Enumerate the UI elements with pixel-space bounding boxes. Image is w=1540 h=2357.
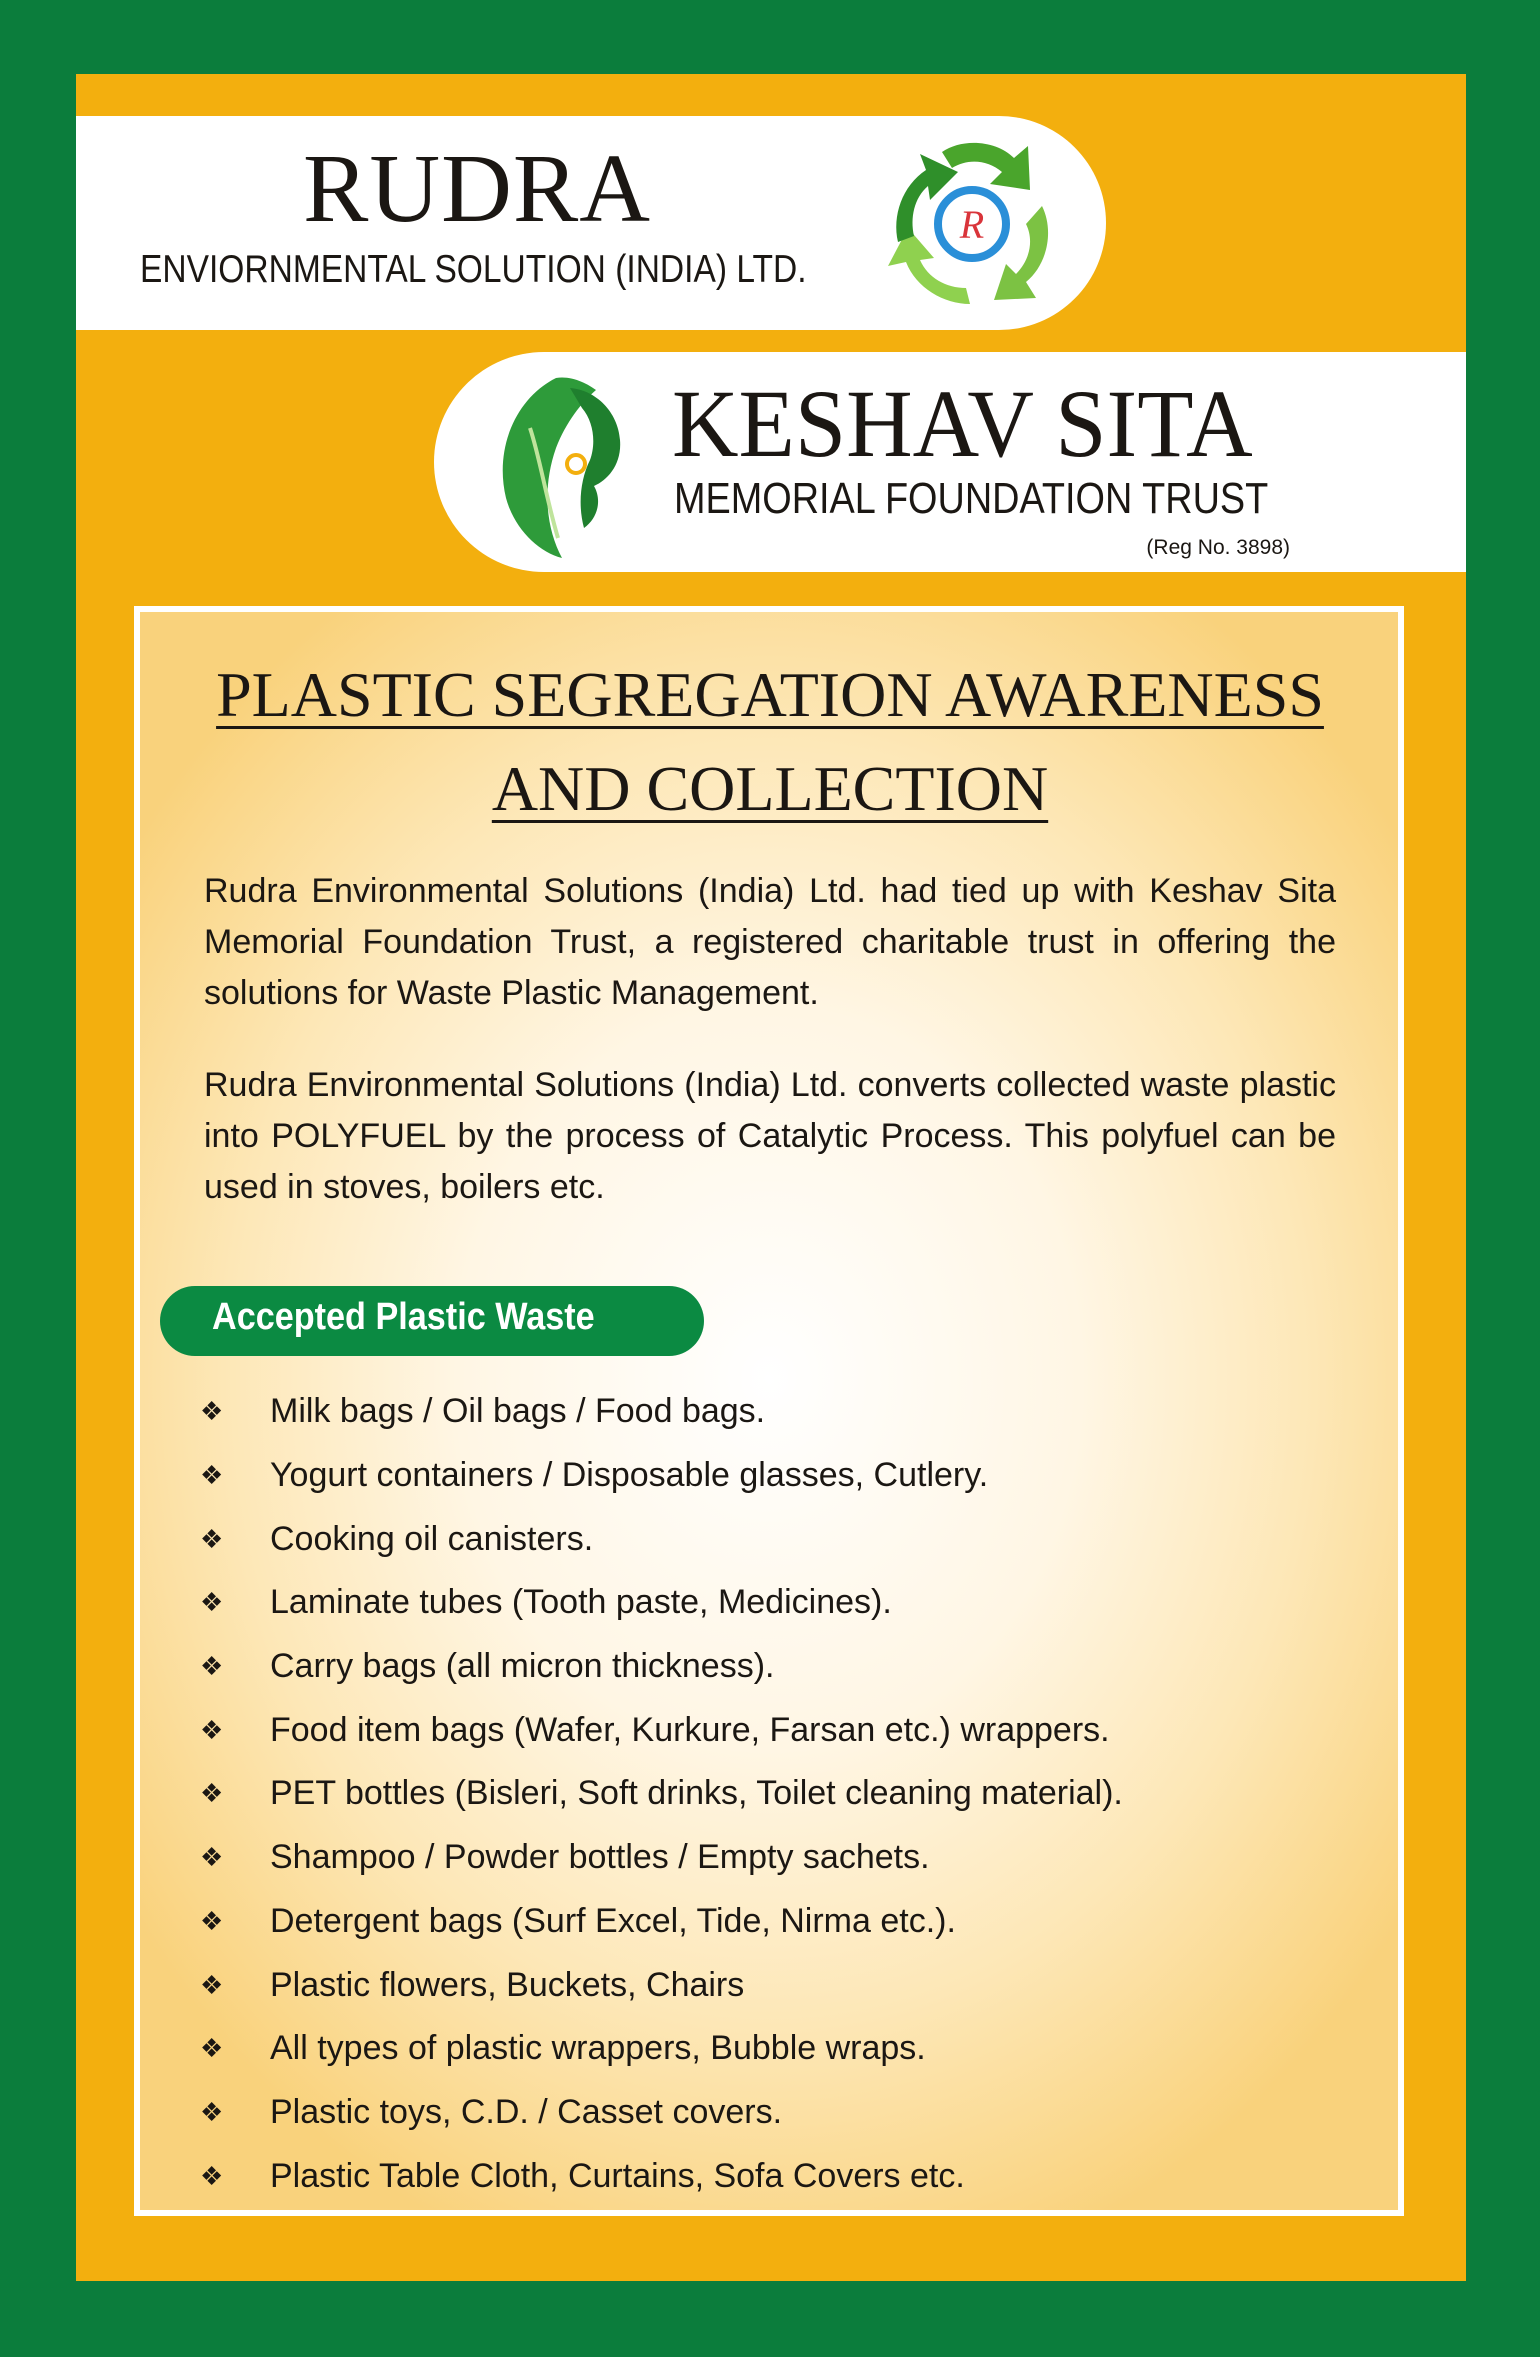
accepted-waste-list (200, 1380, 1350, 2208)
bullet-icon: ❖ (200, 1778, 224, 1809)
bullet-icon: ❖ (200, 1523, 224, 1554)
recycle-r-logo-icon (878, 132, 1066, 312)
list-item: ❖ Milk bags / Oil bags / Food bags. (200, 1392, 766, 1431)
trust-subtitle: MEMORIAL FOUNDATION TRUST (674, 474, 1269, 523)
list-item: ❖ Shampoo / Powder bottles / Empty sachets. (200, 1838, 930, 1877)
paragraph-2: Rudra Environmental Solutions (India) Ltd. converts collected waste plastic into POLYFUEL by the process of Catalytic Process. This polyfuel can be used in stoves, boilers etc. (204, 1066, 1336, 1206)
bullet-icon: ❖ (200, 2033, 224, 2064)
title-line-2: AND COLLECTION (491, 753, 1049, 824)
bullet-icon: ❖ (200, 1969, 224, 2000)
paragraph-1: Rudra Environmental Solutions (India) Ltd. had tied up with Keshav Sita Memorial Foundation Trust, a registered charitable trust in offering the solutions for Waste Plastic Management. (204, 872, 1336, 1012)
bullet-icon: ❖ (200, 1842, 224, 1873)
list-item: ❖ Yogurt containers / Disposable glasses, Cutlery. (200, 1456, 989, 1495)
list-item: ❖ Cooking oil canisters. (200, 1519, 594, 1558)
list-item: ❖ Detergent bags (Surf Excel, Tide, Nirma etc.). (200, 1901, 956, 1940)
company-name: RUDRA (303, 135, 652, 243)
page-title (160, 648, 1380, 836)
list-item: ❖ Plastic toys, C.D. / Casset covers. (200, 2092, 783, 2131)
list-item: ❖ Food item bags (Wafer, Kurkure, Farsan etc.) wrappers. (200, 1710, 1110, 1749)
list-item: ❖ Plastic flowers, Buckets, Chairs (200, 1965, 745, 2004)
company-subtitle: ENVIORNMENTAL SOLUTION (INDIA) LTD. (140, 248, 807, 291)
bullet-icon: ❖ (200, 2160, 224, 2191)
bullet-icon: ❖ (200, 1396, 224, 1427)
list-item: ❖ Laminate tubes (Tooth paste, Medicines). (200, 1583, 892, 1622)
bullet-icon: ❖ (200, 1905, 224, 1936)
list-item: ❖ PET bottles (Bisleri, Soft drinks, Toilet cleaning material). (200, 1774, 1123, 1813)
list-item: ❖ Carry bags (all micron thickness). (200, 1647, 775, 1686)
bullet-icon: ❖ (200, 1587, 224, 1618)
trust-name: KESHAV SITA (672, 370, 1253, 477)
section-label: Accepted Plastic Waste (212, 1296, 595, 1338)
title-line-1: PLASTIC SEGREGATION AWARENESS (216, 659, 1324, 730)
svg-text:R: R (959, 202, 985, 247)
trust-registration: (Reg No. 3898) (1146, 536, 1290, 559)
bullet-icon: ❖ (200, 1651, 224, 1682)
list-item: ❖ All types of plastic wrappers, Bubble wraps. (200, 2029, 926, 2068)
list-item: ❖ Plastic Table Cloth, Curtains, Sofa Covers etc. (200, 2156, 965, 2195)
leaf-woman-logo-icon (486, 368, 638, 560)
bullet-icon: ❖ (200, 2096, 224, 2127)
bullet-icon: ❖ (200, 1714, 224, 1745)
bullet-icon: ❖ (200, 1460, 224, 1491)
